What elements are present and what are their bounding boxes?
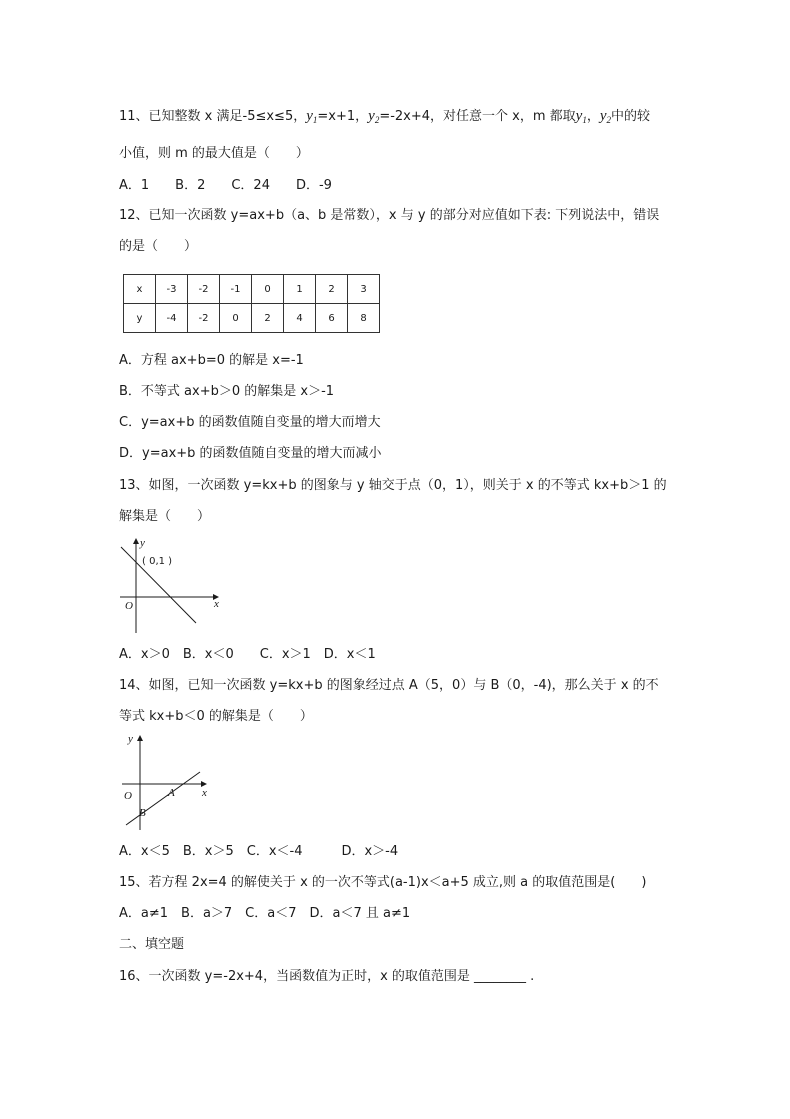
y1-symbol: y: [306, 108, 313, 124]
y2-symbol: y: [368, 108, 375, 124]
y2b-subscript: 2: [606, 115, 612, 125]
q11-y2b: [600, 108, 611, 124]
q11-options: A．1 B．2 C．24 D．-9: [119, 178, 332, 193]
table-cell: x: [124, 275, 156, 304]
table-cell: -2: [188, 275, 220, 304]
table-cell: 0: [252, 275, 284, 304]
q11-text-4: ，: [586, 109, 600, 124]
point-a-label: A: [168, 787, 175, 799]
origin-label: O: [124, 790, 132, 802]
point-label: ( 0,1 ): [142, 556, 173, 567]
table-cell: 6: [316, 304, 348, 333]
table-row-y: [124, 304, 380, 333]
q12-line2: 的是（ ）: [119, 239, 198, 254]
q12-option-c: C．y=ax+b 的函数值随自变量的增大而增大: [119, 415, 381, 430]
q12-value-table: [123, 274, 380, 333]
table-row-x: [124, 275, 380, 304]
table-cell: -1: [220, 275, 252, 304]
y-axis-label: y: [140, 537, 145, 549]
table-cell: 3: [348, 275, 380, 304]
table-cell: 2: [316, 275, 348, 304]
q11-text-3: =-2x+4，对任意一个 x，m 都取: [379, 109, 576, 124]
y2b-symbol: y: [599, 108, 607, 124]
table-cell: 0: [220, 304, 252, 333]
table-cell: 8: [348, 304, 380, 333]
origin-label: O: [125, 600, 133, 612]
q14-line2: 等式 kx+b＜0 的解集是（ ）: [119, 709, 313, 724]
q13-line2: 解集是（ ）: [119, 509, 211, 524]
q12-option-b: B．不等式 ax+b＞0 的解集是 x＞-1: [119, 384, 335, 399]
table-cell: 2: [252, 304, 284, 333]
table-cell: -2: [188, 304, 220, 333]
q13-line1: 13、如图，一次函数 y=kx+b 的图象与 y 轴交于点（0，1），则关于 x 的不等式 kx+b＞1 的: [119, 478, 667, 493]
q14-line1: 14、如图，已知一次函数 y=kx+b 的图象经过点 A（5，0）与 B（0，-4)，那么关于 x 的不: [119, 678, 659, 693]
q16-line1: 16、一次函数 y=-2x+4，当函数值为正时，x 的取值范围是 ________ .: [119, 969, 535, 984]
q11-text-2: =x+1，: [317, 109, 369, 124]
q12-option-d: D．y=ax+b 的函数值随自变量的增大而减小: [119, 446, 382, 461]
q15-line1: 15、若方程 2x=4 的解使关于 x 的一次不等式(a-1)x＜a+5 成立,则 a 的取值范围是( ): [119, 875, 647, 890]
function-line: [126, 772, 200, 825]
q11-text-5: 中的较: [611, 109, 651, 124]
y2-subscript: 2: [374, 115, 380, 125]
q11-y2: [368, 108, 379, 124]
q13-options: A．x＞0 B．x＜0 C．x＞1 D．x＜1: [119, 647, 376, 662]
x-axis-label: x: [202, 787, 207, 799]
table-cell: 4: [284, 304, 316, 333]
table-cell: y: [124, 304, 156, 333]
q11-y1b: [576, 108, 587, 124]
q15-options: A．a≠1 B．a＞7 C．a＜7 D．a＜7 且 a≠1: [119, 906, 411, 921]
y1b-symbol: y: [575, 108, 583, 124]
table-cell: -3: [156, 275, 188, 304]
y-axis-label: y: [128, 733, 133, 745]
point-b-label: B: [139, 807, 146, 819]
q11-y1: [306, 108, 317, 124]
q11-line1: [119, 107, 650, 129]
table-cell: -4: [156, 304, 188, 333]
q13-graph: [118, 535, 228, 635]
x-axis-label: x: [214, 598, 219, 610]
q14-graph: [118, 732, 218, 832]
y1b-subscript: 1: [582, 115, 587, 125]
q12-option-a: A．方程 ax+b=0 的解是 x=-1: [119, 353, 304, 368]
section-heading: 二、填空题: [119, 937, 185, 952]
q11-line2: 小值，则 m 的最大值是（ ）: [119, 146, 309, 161]
table-cell: 1: [284, 275, 316, 304]
q14-options: A．x＜5 B．x＞5 C．x＜-4 D．x＞-4: [119, 844, 399, 859]
q11-text-1: 11、已知整数 x 满足-5≤x≤5，: [119, 109, 307, 124]
y1-subscript: 1: [312, 115, 318, 125]
q12-line1: 12、已知一次函数 y=ax+b（a、b 是常数），x 与 y 的部分对应值如下表: 下列说法中，错误: [119, 208, 660, 223]
